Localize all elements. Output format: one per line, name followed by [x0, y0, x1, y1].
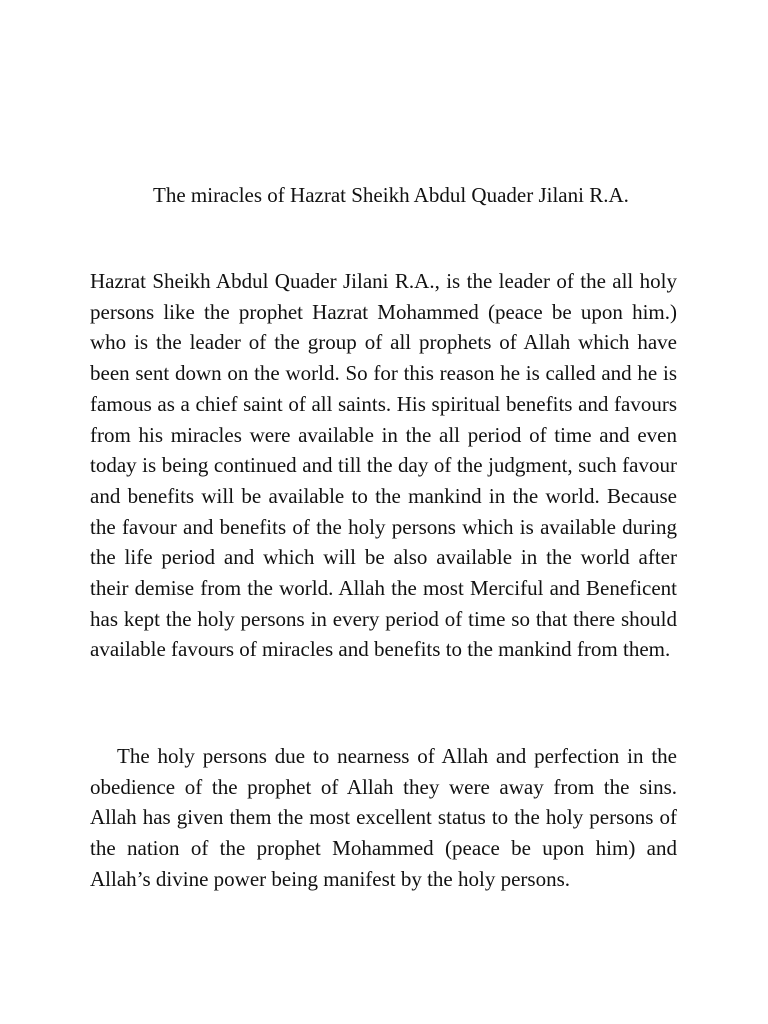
paragraph-2: The holy persons due to nearness of Allah and perfection in the obedience of the prophet of Allah they were away from the sins. Allah has given them the most excellent status to the holy persons of the nation of the prophet Mohammed (peace be upon him) and Allah’s divine power being manifest by the holy persons.: [90, 744, 677, 891]
page-title: The miracles of Hazrat Sheikh Abdul Quader Jilani R.A.: [153, 183, 629, 207]
paragraph-1: Hazrat Sheikh Abdul Quader Jilani R.A., is the leader of the all holy persons like the prophet Hazrat Mohammed (peace be upon him.) who is the leader of the group of all prophets of Allah which have been sent down on the world. So for this reason he is called and he is famous as a chief saint of all saints. His spiritual benefits and favours from his miracles were available in the all period of time and even today is being continued and till the day of the judgment, such favour and benefits will be available to the mankind in the world. Because the favour and benefits of the holy persons which is available during the life period and which will be also available in the world after their demise from the world. Allah the most Merciful and Beneficent has kept the holy persons in every period of time so that there should available favours of miracles and benefits to the mankind from them.: [90, 269, 677, 662]
